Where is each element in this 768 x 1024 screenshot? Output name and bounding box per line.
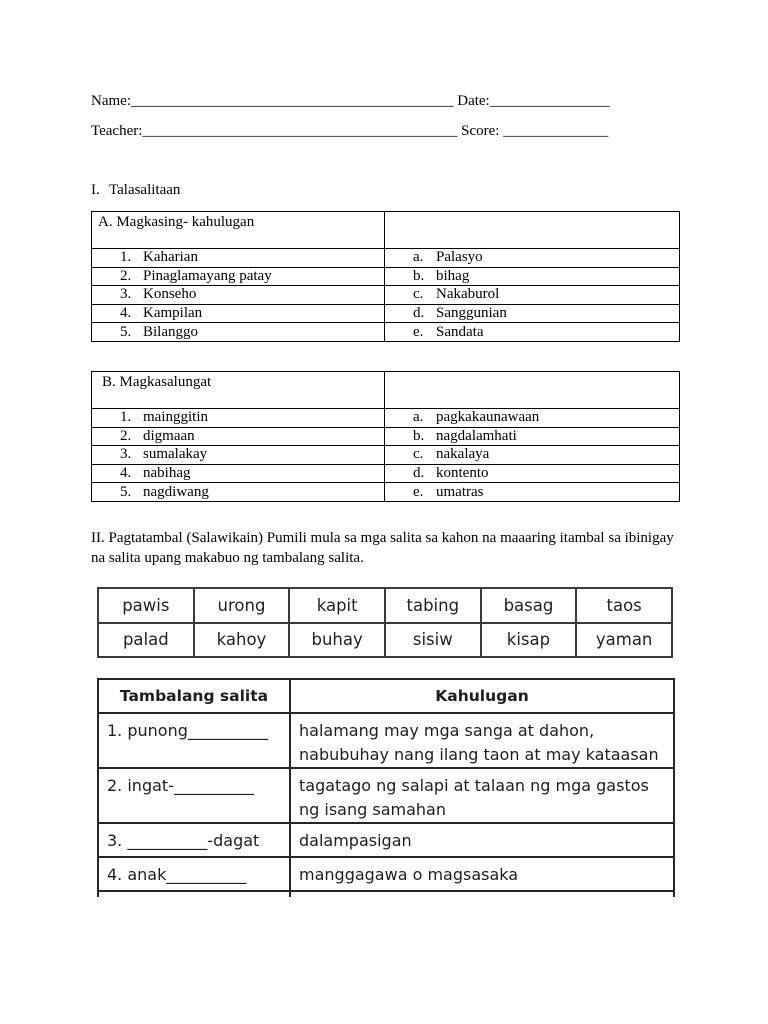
compound-row — [98, 857, 674, 891]
word-choice: basag — [481, 588, 577, 623]
choice-letter: e. — [413, 483, 424, 500]
vocab-row — [92, 323, 680, 342]
item-number: 2. — [120, 267, 132, 284]
choice-letter: b. — [413, 267, 425, 284]
choice: Sanggunian — [436, 305, 507, 322]
meaning-line: halamang may mga sanga at dahon, — [299, 721, 595, 740]
item-number: 1. — [120, 249, 132, 266]
meaning-line: dalampasigan — [299, 831, 412, 850]
word-choice: tabing — [385, 588, 481, 623]
choice: umatras — [436, 483, 484, 500]
item-number: 4. — [120, 465, 132, 482]
choice-letter: a. — [413, 409, 424, 426]
choice: Palasyo — [436, 249, 483, 266]
choice-cell — [385, 249, 680, 268]
vocab-row — [92, 267, 680, 286]
choice-letter: c. — [413, 446, 424, 463]
choice: nagdalamhati — [436, 427, 517, 444]
compound-table-header-row — [98, 679, 674, 713]
meaning-cell-partial — [290, 891, 674, 897]
choice-letter: d. — [413, 465, 425, 482]
term-cell — [92, 427, 385, 446]
vocab-row — [92, 304, 680, 323]
choice-letter: b. — [413, 427, 425, 444]
vocab-row — [92, 446, 680, 465]
term-cell — [92, 267, 385, 286]
term-cell — [92, 249, 385, 268]
vocab-row — [92, 286, 680, 305]
choice-cell — [385, 323, 680, 342]
term-cell — [92, 446, 385, 465]
vocab-row — [92, 483, 680, 502]
compound-item: 3. __________-dagat — [98, 823, 290, 857]
compound-item: 1. punong__________ — [98, 713, 290, 768]
choice: bihag — [436, 267, 470, 284]
term: mainggitin — [143, 409, 208, 426]
term: Kampilan — [143, 305, 203, 322]
choice: pagkakaunawaan — [436, 409, 540, 426]
choice-cell — [385, 286, 680, 305]
word-choice: kisap — [481, 623, 577, 658]
item-number: 5. — [120, 323, 132, 340]
term: Konseho — [143, 286, 197, 303]
word-choice: kapit — [289, 588, 385, 623]
term-cell — [92, 483, 385, 502]
word-box-row — [98, 588, 672, 623]
choice-cell — [385, 446, 680, 465]
item-number: 2. — [120, 427, 132, 444]
instruction-line: na salita upang makabuo ng tambalang salita. — [91, 550, 364, 566]
compound-row — [98, 823, 674, 857]
table-heading-blank-cell — [385, 212, 680, 249]
meaning-line: manggagawa o magsasaka — [299, 865, 519, 884]
term-cell — [92, 286, 385, 305]
choice-cell — [385, 464, 680, 483]
column-header-compound-word: Tambalang salita — [98, 679, 290, 713]
term: nagdiwang — [143, 483, 209, 500]
word-box-row — [98, 623, 672, 658]
word-choice: sisiw — [385, 623, 481, 658]
synonyms-table — [91, 211, 680, 342]
meaning-line: tagatago ng salapi at talaan ng mga gastos — [299, 776, 649, 795]
compound-item: 2. ingat-__________ — [98, 768, 290, 823]
choice: nakalaya — [436, 446, 490, 463]
word-choice: yaman — [576, 623, 672, 658]
section-1-numeral: I. — [91, 182, 100, 198]
table-header-row — [92, 212, 680, 249]
antonyms-table — [91, 371, 680, 502]
word-choice: kahoy — [194, 623, 290, 658]
teacher-score-line: Teacher:__________________________________________ Score: ______________ — [91, 123, 609, 139]
meaning-cell — [290, 713, 674, 768]
word-choice-box — [97, 587, 673, 658]
word-choice: buhay — [289, 623, 385, 658]
table-heading: A. Magkasing- kahulugan — [92, 212, 385, 249]
term-cell — [92, 409, 385, 428]
term: nabihag — [143, 465, 191, 482]
term: Bilanggo — [143, 323, 198, 340]
meaning-cell — [290, 857, 674, 891]
column-header-meaning: Kahulugan — [290, 679, 674, 713]
choice-cell — [385, 267, 680, 286]
choice: Nakaburol — [436, 286, 500, 303]
choice-letter: e. — [413, 323, 424, 340]
item-number: 3. — [120, 286, 132, 303]
choice-letter: c. — [413, 286, 424, 303]
compound-item-partial — [98, 891, 290, 897]
vocab-row — [92, 249, 680, 268]
compound-word-table — [97, 678, 675, 897]
word-choice: pawis — [98, 588, 194, 623]
term: Pinaglamayang patay — [143, 267, 272, 284]
meaning-cell — [290, 768, 674, 823]
choice-letter: d. — [413, 305, 425, 322]
choice: Sandata — [436, 323, 484, 340]
word-choice: urong — [194, 588, 290, 623]
meaning-cell — [290, 823, 674, 857]
vocab-row — [92, 427, 680, 446]
choice-cell — [385, 427, 680, 446]
term: digmaan — [143, 427, 195, 444]
compound-row-partial — [98, 891, 674, 897]
term: Kaharian — [143, 249, 198, 266]
choice-letter: a. — [413, 249, 424, 266]
item-number: 5. — [120, 483, 132, 500]
instruction-line: II. Pagtatambal (Salawikain) Pumili mula sa mga salita sa kahon na maaaring itambal sa ibinigay — [91, 530, 674, 546]
section-1-title: Talasalitaan — [109, 182, 181, 198]
table-heading: B. Magkasalungat — [92, 372, 385, 409]
choice-cell — [385, 483, 680, 502]
word-choice: taos — [576, 588, 672, 623]
compound-row — [98, 713, 674, 768]
name-date-line: Name:___________________________________________ Date:________________ — [91, 93, 610, 109]
item-number: 1. — [120, 409, 132, 426]
word-choice: palad — [98, 623, 194, 658]
table-heading-blank-cell — [385, 372, 680, 409]
compound-row — [98, 768, 674, 823]
meaning-line: nabubuhay nang ilang taon at may kataasan — [299, 745, 659, 764]
compound-item: 4. anak__________ — [98, 857, 290, 891]
term-cell — [92, 464, 385, 483]
item-number: 4. — [120, 305, 132, 322]
choice: kontento — [436, 465, 489, 482]
meaning-line: ng isang samahan — [299, 800, 446, 819]
term-cell — [92, 304, 385, 323]
vocab-row — [92, 409, 680, 428]
item-number: 3. — [120, 446, 132, 463]
choice-cell — [385, 409, 680, 428]
table-header-row — [92, 372, 680, 409]
section-2-instructions — [91, 528, 674, 568]
term: sumalakay — [143, 446, 208, 463]
vocab-row — [92, 464, 680, 483]
choice-cell — [385, 304, 680, 323]
term-cell — [92, 323, 385, 342]
